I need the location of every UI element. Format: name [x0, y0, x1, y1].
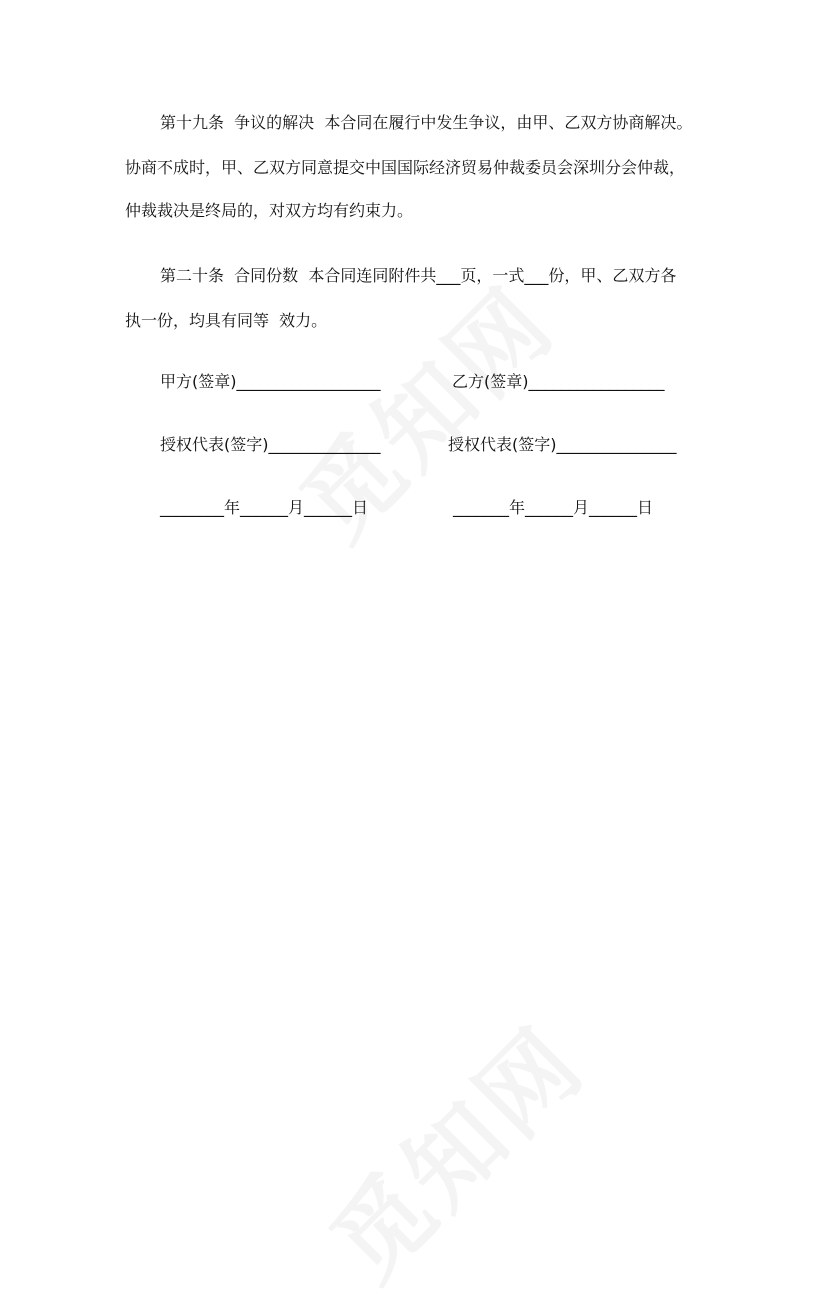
article-19-line-2: 协商不成时，甲、乙双方同意提交中国国际经济贸易仲裁委员会深圳分会仲裁， [125, 158, 686, 177]
article-19-line-1: 第十九条 争议的解决 本合同在履行中发生争议，由甲、乙双方协商解决。 [160, 113, 693, 132]
watermark-bottom [296, 992, 609, 1305]
article-20-line-2: 执一份，均具有同等 效力。 [125, 311, 328, 330]
party-b-representative-field: 授权代表(签字)_______________ [448, 435, 677, 454]
article-19-line-3: 仲裁裁决是终局的，对双方均有约束力。 [125, 201, 414, 220]
party-a-seal-field: 甲方(签章)__________________ [160, 372, 381, 391]
party-b-seal-field: 乙方(签章)_________________ [452, 372, 665, 391]
party-b-date-field: _______年______月______日 [453, 498, 654, 517]
party-a-date-field: ________年______月______日 [160, 498, 369, 517]
article-20-line-1: 第二十条 合同份数 本合同连同附件共___页，一式___份，甲、乙双方各 [160, 266, 677, 285]
party-a-representative-field: 授权代表(签字)______________ [160, 435, 381, 454]
